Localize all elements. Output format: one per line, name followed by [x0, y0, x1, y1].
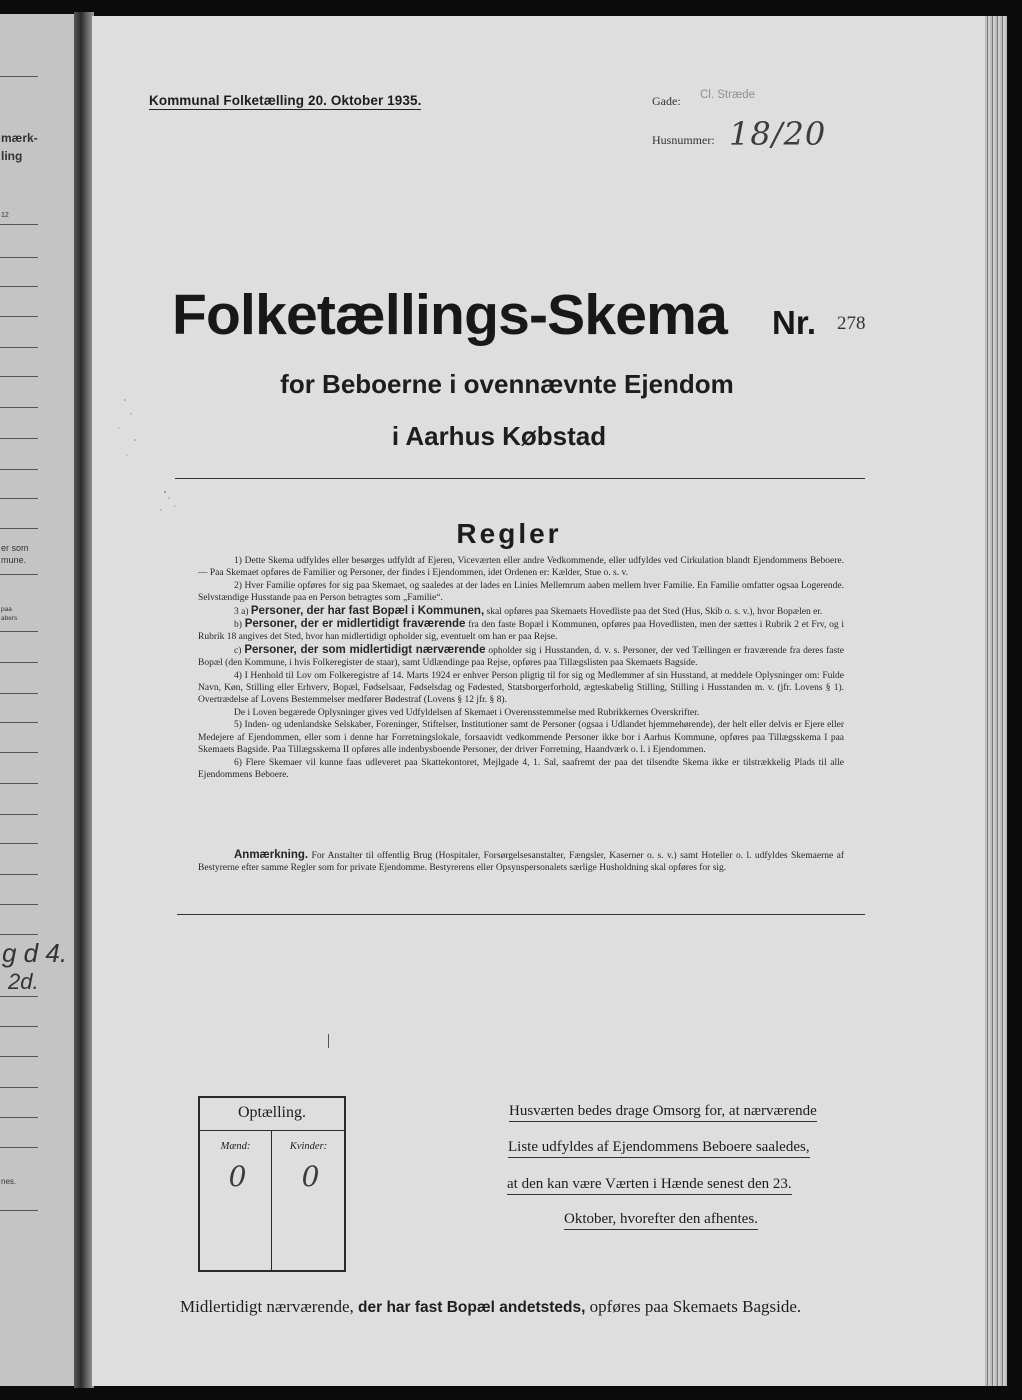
ruled-line — [0, 874, 38, 875]
count-box-rule — [200, 1130, 344, 1131]
divider-rule — [175, 478, 865, 479]
ruled-line — [0, 752, 38, 753]
rule-subheading: Personer, der har fast Bopæl i Kommunen, — [250, 604, 485, 617]
rule-paragraph-6: 6) Flere Skemaer vil kunne faas udleveret paa Skattekontoret, Mejlgade 4, 1. Sal, saafremt der paa det tilsendte Skema ikke er tilstrækkelig Plads til alle Ejendommens Beboere. — [198, 757, 844, 780]
rules-text — [198, 555, 844, 781]
ruled-line — [0, 934, 38, 935]
ruled-line — [0, 76, 38, 77]
subtitle-residents: for Beboerne i ovennævnte Ejendom — [280, 369, 734, 399]
ruled-line — [0, 316, 38, 317]
ruled-line — [0, 1056, 38, 1057]
notice-line-2: Liste udfyldes af Ejendommens Beboere saaledes, — [508, 1139, 810, 1158]
ruled-line — [0, 498, 38, 499]
notice-line-4: Oktober, hvorefter den afhentes. — [564, 1211, 758, 1230]
rules-heading: Regler — [456, 518, 562, 549]
ruled-line — [0, 996, 38, 997]
rule-text: fra den faste Bopæl i Kommunen, opføres paa Hovedlisten, men der sættes i Rubrik 2 et Frv, og i Rubrik 18 angives det Sted, hvor han midlertidigt opholder sig, eventuelt om han er paa Rejse. — [198, 620, 845, 643]
rule-text: opholder sig i Husstanden, d. v. s. Personer, der ved Tællingen er fraværende fra deres faste Bopæl (den Kommune, i hvis Folkeregister de staar), samt Udlændinge paa Rejse, opføres paa Tillægslisten paa Skemaets Bagside. — [198, 645, 845, 669]
ruled-line — [0, 1087, 38, 1088]
left-handwriting: 2d. — [8, 969, 39, 994]
rule-paragraph-3a — [198, 605, 844, 618]
remark-block — [198, 849, 844, 875]
women-label: Kvinder: — [289, 1141, 328, 1152]
left-fragment: paa — [1, 606, 12, 613]
form-number-label: Nr. — [772, 304, 817, 341]
ruled-line — [0, 662, 38, 663]
remark-text: For Anstalter til offentlig Brug (Hospitaler, Forsørgelsesanstalter, Fængsler, Kaserner o. s. v.) samt Hoteller o. l. udfyldes Skemaerne af Bestyrerne efter samme Regler som for private Ejendomme. Bestyrerens eller Opsynspersonalets særlige Husholdning skal opføres for sig. — [198, 851, 845, 874]
ruled-line — [0, 904, 38, 905]
ruled-line — [0, 1117, 38, 1118]
left-fragment: ling — [1, 149, 23, 163]
ruled-line — [0, 224, 38, 225]
footer-note — [180, 1297, 801, 1317]
notice-line-1: Husværten bedes drage Omsorg for, at nærværende — [509, 1103, 817, 1122]
count-box-title: Optælling. — [237, 1104, 306, 1121]
rule-text: skal opføres paa Skemaets Hovedliste paa det Sted (Hus, Skib o. s. v.), hvor Bopælen er. — [486, 606, 823, 617]
left-handwriting: g d 4. — [2, 938, 68, 968]
ruled-line — [0, 347, 38, 348]
rule-paragraph-2: 2) Hver Familie opføres for sig paa Skemaet, og saaledes at der lades en Linies Mellemrum aaben mellem hver Familie. En Familie omfatter ogsaa Logerende. Selvstændige Husstande paa en Person betragtes som „Familie“. — [198, 580, 844, 604]
house-number-handwritten: 18/20 — [729, 115, 827, 153]
rule-paragraph-3b — [198, 618, 844, 644]
street-value-stamp: Cl. Stræde — [700, 89, 755, 101]
remark-paragraph — [198, 849, 844, 875]
divider-rule — [177, 914, 865, 915]
street-label: Gade: — [652, 94, 681, 108]
ruled-line — [0, 693, 38, 694]
footer-part-1: Midlertidigt nærværende, — [180, 1297, 354, 1316]
ruled-line — [0, 407, 38, 408]
ruled-line — [0, 1147, 38, 1148]
women-count-handwritten: 0 — [301, 1160, 320, 1193]
men-label: Mænd: — [220, 1141, 251, 1152]
rule-number: c) — [234, 645, 242, 656]
ruled-line — [0, 814, 38, 815]
footer-part-3: opføres paa Skemaets Bagside. — [589, 1297, 802, 1316]
rule-paragraph-4: 4) I Henhold til Lov om Folkeregistre af 14. Marts 1924 er enhver Person pligtig til for sig og Medlemmer af sin Husstand, at meddele Oplysninger om: Fulde Navn, Køn, Stilling eller Erhverv, Bopæl, Fødselsaar, Fødselsdag og Fødested, Statsborgerforhold, ægteskabelig Stilling, Stilling i Husstanden m. v. (jfr. Lovens § 1). Overtrædelse af Lovens Bestemmelser medfører Bødestraf (Lovens § 12 jfr. § 8). — [198, 670, 844, 706]
stray-mark — [328, 1034, 329, 1048]
ruled-line — [0, 286, 38, 287]
remark-label: Anmærkning. — [234, 849, 309, 861]
rule-paragraph-4b: De i Loven begærede Oplysninger gives ved Udfyldelsen af Skemaet i Overensstemmelse med Rubrikkernes Overskrifter. — [234, 707, 700, 718]
ruled-line — [0, 257, 38, 258]
ruled-line — [0, 631, 38, 632]
left-fragment: mune. — [1, 555, 27, 565]
house-number-label: Husnummer: — [652, 133, 715, 147]
rule-subheading: Personer, der som midlertidigt nærværende — [244, 643, 486, 656]
ruled-line — [0, 843, 38, 844]
form-number-value: 278 — [837, 313, 866, 334]
ruled-line — [0, 1210, 38, 1211]
ruled-line — [0, 574, 38, 575]
form-title: Folketællings-Skema — [172, 283, 727, 347]
rule-paragraph-1: 1) Dette Skema udfyldes eller besørges udfyldt af Ejeren, Viceværten eller andre Vedkommende, eller udfyldes ved Cirkulation blandt Ejendommens Beboere. — Paa Skemaet opføres de Familier og Personer, der findes i Ejendommen, idet Ordenen er: Kælder, Stue o. s. v. — [198, 556, 844, 579]
left-fragment: mærk- — [1, 131, 38, 145]
page-edges — [985, 16, 1007, 1386]
men-count-handwritten: 0 — [228, 1160, 247, 1193]
left-facing-page — [0, 14, 74, 1386]
paper-specks — [105, 380, 185, 530]
subtitle-town: i Aarhus Købstad — [391, 421, 607, 451]
book-gutter — [74, 12, 94, 1388]
rule-paragraph-3c — [198, 644, 844, 670]
ruled-line — [0, 469, 38, 470]
rule-paragraph-5: 5) Inden- og udenlandske Selskaber, Foreninger, Stiftelser, Institutioner samt de Personer (ogsaa i Udlandet hjemmehørende), der helt eller delvis er Ejere eller Medejere af Ejendommen, eller som i denne har Forretningslokale, forsaavidt vedkommende Personer ikke bor i Aarhus Kommune, opføres paa Tillægsskema I paa Skemaets Bagside. Paa Tillægsskema II opføres alle indenbysboende Personer, der driver Forretning, Haandværk o. l. i Ejendommen. — [198, 720, 844, 756]
rule-number: b) — [234, 620, 242, 631]
ruled-line — [0, 783, 38, 784]
ruled-line — [0, 1026, 38, 1027]
left-fragment: 12 — [1, 212, 9, 219]
ruled-line — [0, 722, 38, 723]
left-fragment: er som — [1, 543, 29, 553]
footer-part-2: der har fast Bopæl andetsteds, — [358, 1299, 586, 1316]
count-box — [198, 1096, 346, 1272]
count-box-divider — [271, 1130, 272, 1270]
census-date-heading: Kommunal Folketælling 20. Oktober 1935. — [149, 93, 422, 108]
rule-number: 3 a) — [234, 606, 249, 617]
rule-subheading: Personer, der er midlertidigt fraværende — [244, 618, 466, 631]
left-fragment: abers — [1, 615, 18, 622]
left-fragment: nes. — [1, 1177, 17, 1186]
notice-line-3: at den kan være Værten i Hænde senest den 23. — [507, 1176, 792, 1195]
